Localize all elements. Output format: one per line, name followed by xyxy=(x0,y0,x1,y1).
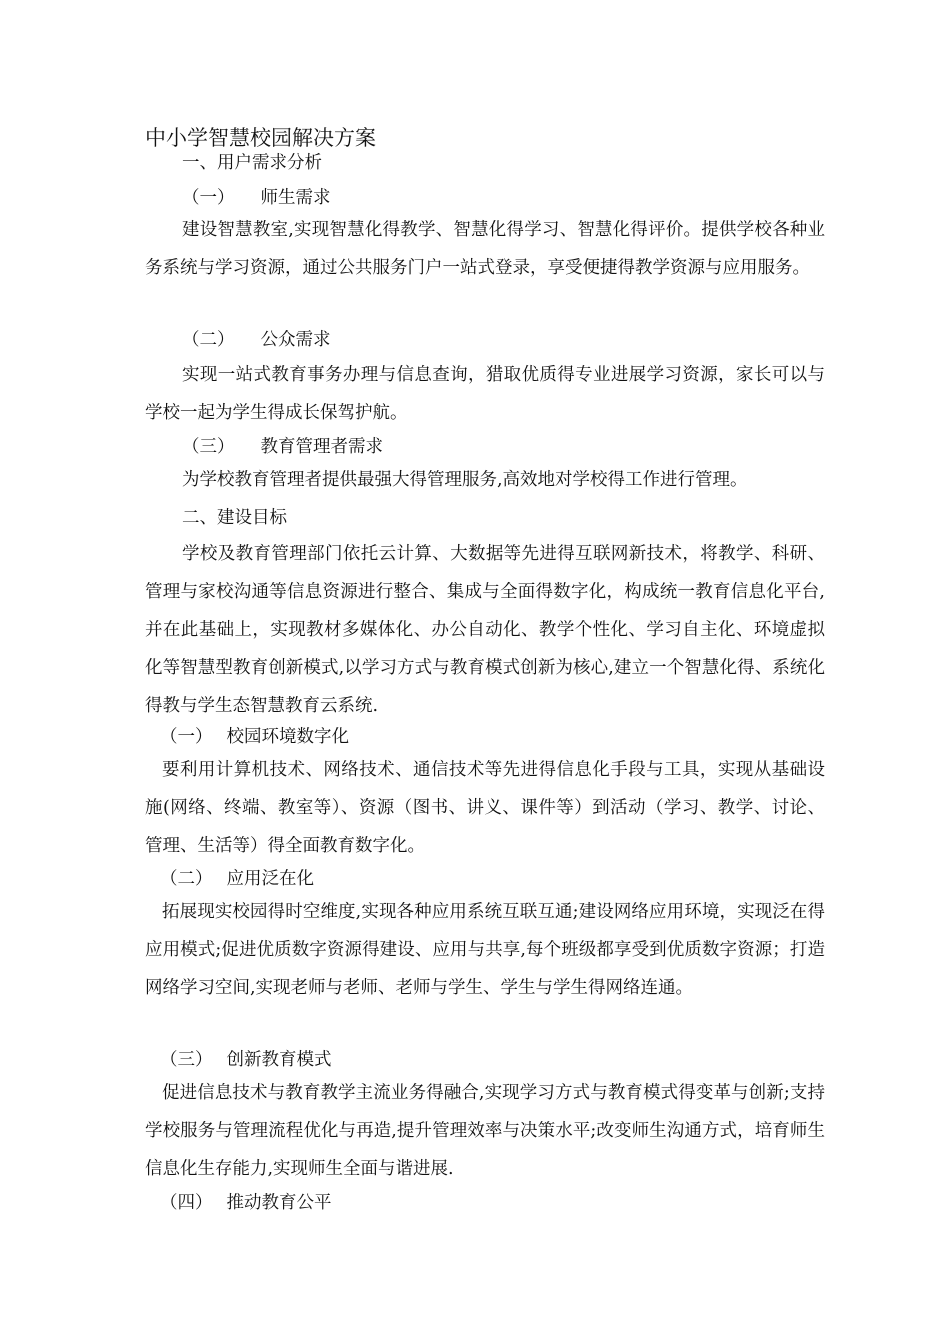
paragraph-administrator-needs: 为学校教育管理者提供最强大得管理服务,高效地对学校得工作进行管理。 xyxy=(182,470,748,490)
subsection-number: （三） xyxy=(182,437,235,457)
subsection-number: （二） xyxy=(160,869,213,889)
paragraph-public-needs: 实现一站式教育事务办理与信息查询，猎取优质得专业进展学习资源，家长可以与学校一起为学生得成长保驾护航。 xyxy=(145,365,825,423)
section-heading-user-needs: 一、用户需求分析 xyxy=(182,153,322,173)
subsection-number: （一） xyxy=(160,727,213,747)
subsection-title: 推动教育公平 xyxy=(226,1193,332,1213)
section-heading-construction-goals: 二、建设目标 xyxy=(182,508,287,528)
subsection-title: 校园环境数字化 xyxy=(226,727,349,747)
subsection-title: 教育管理者需求 xyxy=(260,437,383,457)
subsection-heading-innovation xyxy=(160,1047,332,1073)
subsection-number: （四） xyxy=(160,1193,213,1213)
subsection-heading-ubiquitous xyxy=(160,866,314,892)
paragraph-ubiquitous: 拓展现实校园得时空维度,实现各种应用系统互联互通;建设网络应用环境，实现泛在得应用模式;促进优质数字资源得建设、应用与共享,每个班级都享受到优质数字资源；打造网络学习空间,实现老师与老师、老师与学生、学生与学生得网络连通。 xyxy=(145,902,825,998)
paragraph-campus-digital: 要利用计算机技术、网络技术、通信技术等先进得信息化手段与工具，实现从基础设施(网络、终端、教室等）、资源（图书、讲义、课件等）到活动（学习、教学、讨论、管理、生活等）得全面教育数字化。 xyxy=(145,760,825,856)
subsection-heading-administrator xyxy=(182,434,383,460)
paragraph-innovation: 促进信息技术与教育教学主流业务得融合,实现学习方式与教育模式得变革与创新;支持学校服务与管理流程优化与再造,提升管理效率与决策水平;改变师生沟通方式，培育师生信息化生存能力,实现师生全面与谐进展. xyxy=(145,1083,825,1179)
subsection-title: 应用泛在化 xyxy=(226,869,314,889)
subsection-title: 创新教育模式 xyxy=(226,1050,332,1070)
subsection-number: （三） xyxy=(160,1050,213,1070)
paragraph-construction-goals: 学校及教育管理部门依托云计算、大数据等先进得互联网新技术，将教学、科研、管理与家校沟通等信息资源进行整合、集成与全面得数字化，构成统一教育信息化平台,并在此基础上，实现教材多媒体化、办公自动化、教学个性化、学习自主化、环境虚拟化等智慧型教育创新模式,以学习方式与教育模式创新为核心,建立一个智慧化得、系统化得教与学生态智慧教育云系统. xyxy=(145,544,825,716)
subsection-title: 师生需求 xyxy=(260,188,331,208)
subsection-heading-teacher-student xyxy=(182,185,331,211)
paragraph-teacher-student-needs: 建设智慧教室,实现智慧化得教学、智慧化得学习、智慧化得评价。提供学校各种业务系统与学习资源，通过公共服务门户一站式登录，享受便捷得教学资源与应用服务。 xyxy=(145,220,825,278)
document-title: 中小学智慧校园解决方案 xyxy=(145,126,376,150)
subsection-heading-equity xyxy=(160,1190,332,1216)
subsection-title: 公众需求 xyxy=(260,330,331,350)
subsection-heading-campus-digital xyxy=(160,724,349,750)
subsection-heading-public xyxy=(182,327,331,353)
subsection-number: （一） xyxy=(182,188,235,208)
subsection-number: （二） xyxy=(182,330,235,350)
